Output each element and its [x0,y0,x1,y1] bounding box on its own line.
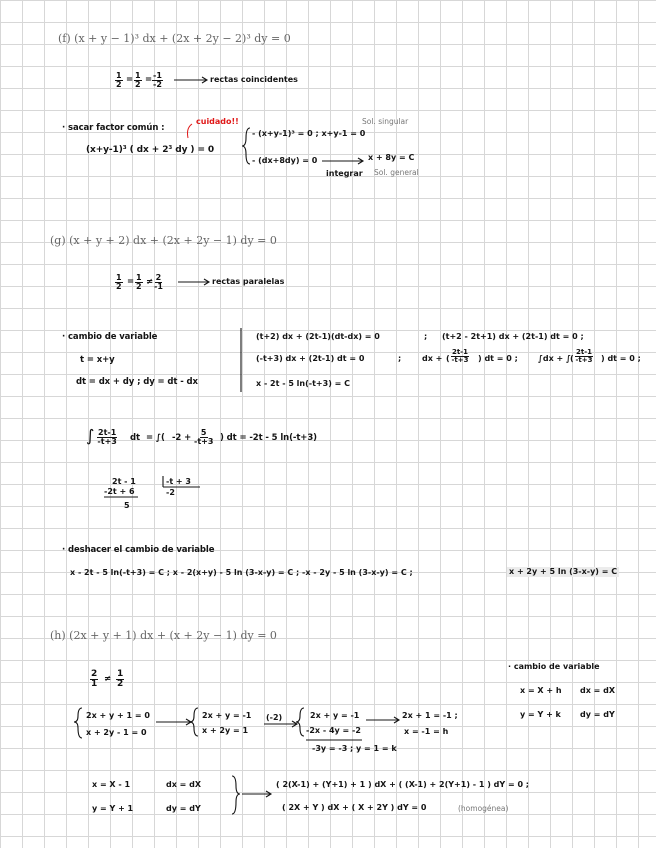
case-2: - (dx+8dy) = 0 [252,156,318,165]
back-2a: y = Y + 1 [92,804,134,813]
final-solution-g: x + 2y + 5 ln (3-x-y) = C [509,567,618,576]
ratio-h-op: ≠ [104,674,112,684]
case-2-result: x + 8y = C [368,153,415,162]
integral-eq: = ∫( [146,433,165,443]
integral-dt: dt [130,433,140,443]
warning-note: cuidado!! [196,117,239,126]
ratio-f-op-1: = [126,75,134,85]
system-2b: x + 2y = 1 [202,726,249,735]
back-1b: dx = dX [166,780,202,789]
integral-inner-frac: $\frac{5}{-t+3}$ [194,428,214,447]
problem-g: (g) (x + y + 2) dx + (2x + 2y − 1) dy = 0 [50,234,277,247]
g-row-3: x - 2t - 5 ln(-t+3) = C [256,379,350,388]
integral-sign: ∫ [86,426,95,445]
system-4: -3y = -3 ; y = 1 = k [312,744,397,753]
homogeneous-note: (homogénea) [458,804,509,813]
system-5b: x = -1 = h [404,727,449,736]
undo-label-g: · deshacer el cambio de variable [62,545,215,555]
g-row-1-sep: ; [424,332,428,341]
factor-label-f: · sacar factor común : [62,123,165,133]
g-row-2b-post: ) dt = 0 ; [478,354,518,363]
change-label-h: · cambio de variable [508,662,600,671]
case-1-note: Sol. singular [362,117,409,126]
ratio-g-label: rectas paralelas [212,277,285,286]
change-h-1b: dx = dX [580,686,616,695]
ratio-g-1: $\frac{1}{2}$ [116,273,122,292]
system-op: (-2) [266,713,283,722]
integral-frac: $\frac{2t-1}{-t+3}$ [97,428,117,447]
expanded-1: ( 2(X-1) + (Y+1) + 1 ) dX + ( (X-1) + 2(Y+1) - 1 ) dY = 0 ; [276,780,530,789]
substitution-2: dt = dx + dy ; dy = dt - dx [76,377,198,387]
g-row-1b: (t+2 - 2t+1) dx + (2t-1) dt = 0 ; [442,332,584,341]
ratio-g-op-1: = [127,277,135,287]
division-remainder: 5 [124,501,130,510]
problem-f: (f) (x + y − 1)³ dx + (2x + 2y − 2)³ dy = 0 [58,32,291,45]
g-row-2c-post: ) dt = 0 ; [601,354,641,363]
factored-equation: (x+y-1)³ ( dx + 2³ dy ) = 0 [86,145,215,155]
division-numerator: 2t - 1 [112,477,136,486]
ratio-h-1: $\frac{2}{1}$ [91,669,98,690]
ratio-f-op-2: = [145,75,153,85]
g-row-2a: (-t+3) dx + (2t-1) dt = 0 [256,354,365,363]
system-3b: -2x - 4y = -2 [306,726,361,735]
warning-arrow [188,124,193,138]
ratio-f-3: $\frac{-1}{-2}$ [153,71,162,90]
division-subtract: -2t + 6 [104,487,135,496]
g-row-2c-pre: ∫dx + ∫ [538,354,571,363]
g-row-2c-paren: ( [570,354,574,363]
system-1a: 2x + y + 1 = 0 [86,711,150,720]
g-row-2-sep: ; [398,354,402,363]
integral-inner-pre: -2 + [172,433,192,443]
integral-inner-post: ) dt = -2t - 5 ln(-t+3) [220,433,317,443]
integrate-label: integrar [326,169,363,178]
division-quotient: -2 [166,488,175,497]
brace-h-4 [232,776,240,814]
change-label-g: · cambio de variable [62,332,158,342]
problem-h: (h) (2x + y + 1) dx + (x + 2y − 1) dy = 0 [50,629,277,642]
ratio-g-2: $\frac{1}{2}$ [136,273,142,292]
back-2b: dy = dY [166,804,201,813]
ratio-f-label: rectas coincidentes [210,75,298,84]
substitution-1: t = x+y [80,355,115,365]
system-5a: 2x + 1 = -1 ; [402,711,458,720]
ratio-g-op-2: ≠ [146,277,154,287]
brace-h-2 [190,708,198,736]
expanded-2: ( 2X + Y ) dX + ( X + 2Y ) dY = 0 [282,803,427,812]
back-1a: x = X - 1 [92,780,131,789]
ratio-h-2: $\frac{1}{2}$ [117,669,124,690]
system-3a: 2x + y = -1 [310,711,360,720]
final-chain-g: x - 2t - 5 ln(-t+3) = C ; x - 2(x+y) - 5 ln (3-x-y) = C ; -x - 2y - 5 ln (3-x-y) = C ; [70,568,413,577]
ratio-f-1: $\frac{1}{2}$ [116,71,122,90]
brace-h-1 [74,708,82,738]
change-h-2a: y = Y + k [520,710,561,719]
change-h-1a: x = X + h [520,686,562,695]
case-1: - (x+y-1)³ = 0 ; x+y-1 = 0 [252,129,366,138]
system-1b: x + 2y - 1 = 0 [86,728,147,737]
system-2a: 2x + y = -1 [202,711,252,720]
ratio-f-2: $\frac{1}{2}$ [135,71,141,90]
change-h-2b: dy = dY [580,710,615,719]
g-row-2b-frac: $\frac{2t-1}{-t+3}$ [451,348,469,365]
g-row-1a: (t+2) dx + (2t-1)(dt-dx) = 0 [256,332,380,341]
case-2-note: Sol. general [374,168,419,177]
division-denominator: -t + 3 [166,477,191,486]
ratio-g-3: $\frac{2}{-1}$ [154,273,163,292]
brace-h-3 [296,708,304,736]
brace-f [242,128,250,164]
g-row-2b-paren: ( [446,354,450,363]
g-row-2c-frac: $\frac{2t-1}{-t+3}$ [575,348,593,365]
g-row-2b-pre: dx + [422,354,443,363]
